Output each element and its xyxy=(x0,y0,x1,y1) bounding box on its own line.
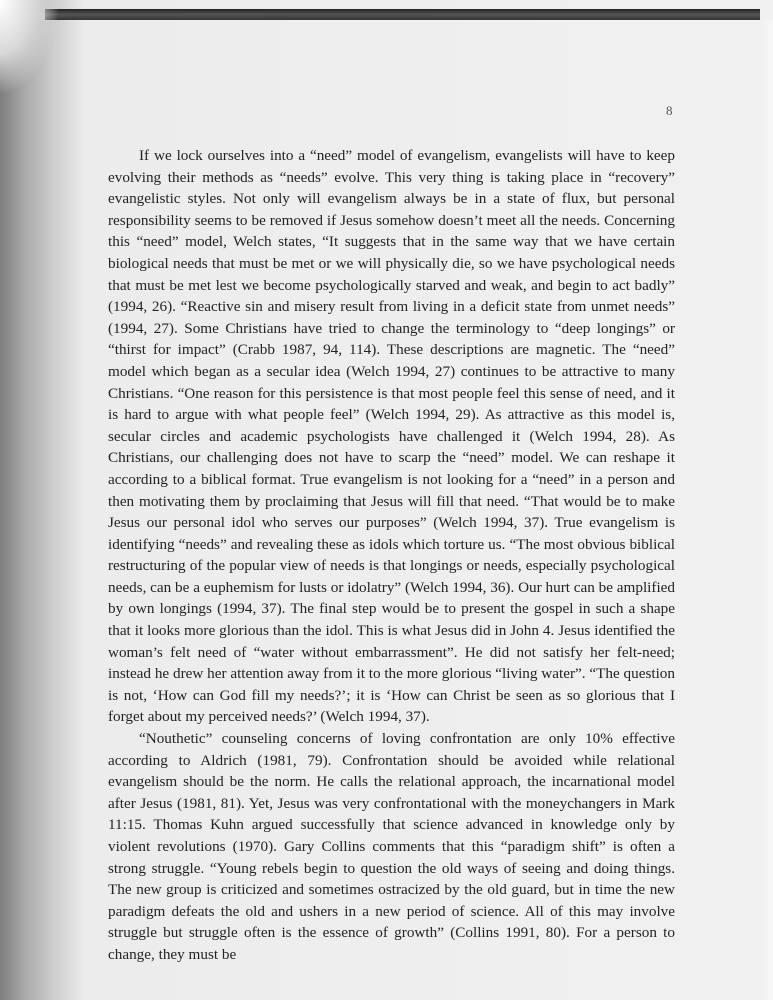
page-right-edge xyxy=(763,20,773,1000)
paragraph-nouthetic-counseling: “Nouthetic” counseling concerns of loving confrontation are only 10% effective according to Aldrich (1981, 79). Confrontation should be avoided while relational evangelism should be the norm. He calls the relational approach, the incarnational model after Jesus (1981, 81). Yet, Jesus was very confrontational with the moneychangers in Mark 11:15. Thomas Kuhn argued successfully that science advanced in knowledge only by violent revolutions (1970). Gary Collins comments that this “paradigm shift” is often a strong struggle. “Young rebels begin to question the old ways of seeing and doing things. The new group is criticized and sometimes ostracized by the old guard, but in time the new paradigm defeats the old and ushers in a new period of science. All of this may involve struggle but struggle often is the essence of growth” (Collins 1991, 80). For a person to change, they must be xyxy=(108,730,675,963)
page-number: 8 xyxy=(666,103,673,118)
body-text xyxy=(108,145,675,966)
scan-top-edge xyxy=(45,9,760,20)
paragraph-need-model: If we lock ourselves into a “need” model of evangelism, evangelists will have to keep evolving their methods as “needs” evolve. This very thing is taking place in “recovery” evangelistic styles. Not only will evangelism always be in a state of flux, but personal responsibility seems to be removed if Jesus somehow doesn’t meet all the needs. Concerning this “need” model, Welch states, “It suggests that in the same way that we have certain biological needs that must be met or we will physically die, so we have psychological needs that must be met lest we become psychologically starved and weak, and begin to act badly” (1994, 26). “Reactive sin and misery result from living in a deficit state from unmet needs” (1994, 27). Some Christians have tried to change the terminology to “deep longings” or “thirst for impact” (Crabb 1987, 94, 114). These descriptions are magnetic. The “need” model which began as a secular idea (Welch 1994, 27) continues to be attractive to many Christians. “One reason for this persistence is that most people feel this sense of need, and it is hard to argue with what people feel” (Welch 1994, 29). As attractive as this model is, secular circles and academic psychologists have challenged it (Welch 1994, 28). As Christians, our challenging does not have to scarp the “need” model. We can reshape it according to a biblical format. True evangelism is not looking for a “need” in a person and then motivating them by proclaiming that Jesus will fill that need. “That would be to make Jesus our personal idol who serves our purposes” (Welch 1994, 37). True evangelism is identifying “needs” and revealing these as idols which torture us. “The most obvious biblical restructuring of the popular view of needs is that longings or needs, especially psychological needs, can be a euphemism for lusts or idolatry” (Welch 1994, 36). Our hurt can be amplified by own longings (1994, 37). The final step would be to present the gospel in such a shape that it looks more glorious than the idol. This is what Jesus did in John 4. Jesus identified the woman’s felt need of “water without embarrassment”. He did not satisfy her felt-need; instead he drew her attention away from it to the more glorious “living water”. “The question is not, ‘How can God fill my needs?’; it is ‘How can Christ be seen as so glorious that I forget about my perceived needs?’ (Welch 1994, 37). xyxy=(108,147,675,726)
page-curl-shadow xyxy=(0,0,60,95)
